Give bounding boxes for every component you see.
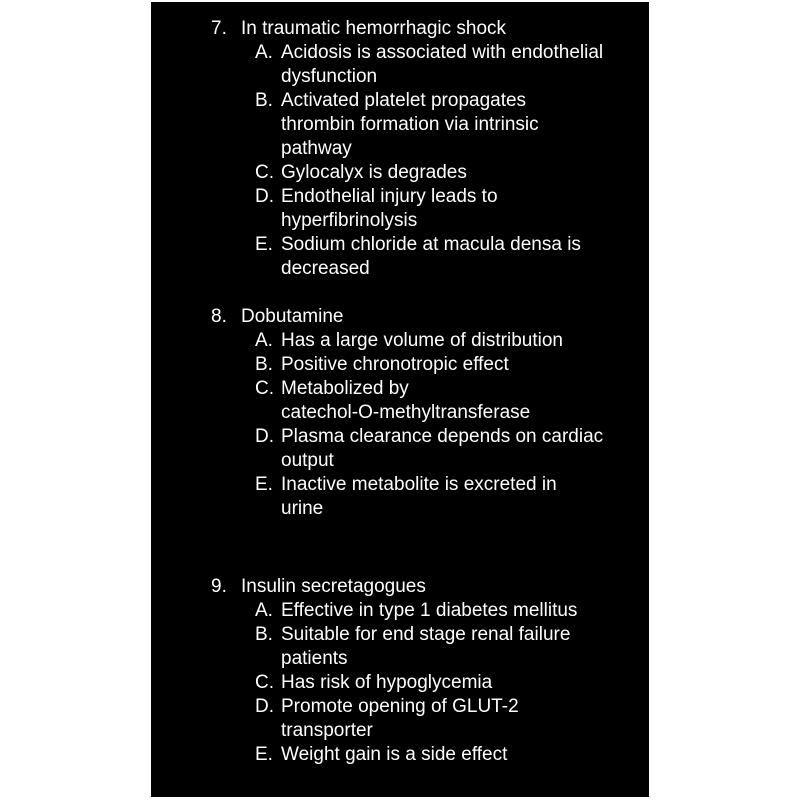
option-text-continuation: patients	[281, 648, 348, 669]
option-text: Promote opening of GLUT-2	[281, 696, 519, 717]
question-stem-line	[151, 305, 649, 329]
option-item	[151, 353, 649, 377]
option-text-continuation: hyperfibrinolysis	[281, 210, 418, 231]
option-item	[151, 695, 649, 743]
option-letter: B.	[255, 354, 273, 375]
option-text: Plasma clearance depends on cardiac	[281, 426, 604, 447]
option-letter: E.	[255, 474, 273, 495]
option-text: Has a large volume of distribution	[281, 330, 563, 351]
option-text: Activated platelet propagates	[281, 90, 527, 111]
option-letter: D.	[255, 186, 274, 207]
option-text: Positive chronotropic effect	[281, 354, 509, 375]
option-letter: D.	[255, 426, 274, 447]
option-first-line	[151, 353, 649, 377]
option-item	[151, 743, 649, 767]
option-text-continuation: thrombin formation via intrinsic	[281, 114, 539, 135]
option-letter: C.	[255, 162, 274, 183]
option-first-line	[151, 161, 649, 185]
option-item	[151, 89, 649, 161]
option-letter: C.	[255, 672, 274, 693]
question-text: Dobutamine	[241, 306, 344, 327]
question-number: 7.	[211, 18, 227, 39]
option-first-line	[151, 623, 649, 647]
option-first-line	[151, 329, 649, 353]
option-item	[151, 473, 649, 521]
option-text: Metabolized by	[281, 378, 409, 399]
option-text-continuation: urine	[281, 498, 324, 519]
option-item	[151, 329, 649, 353]
option-letter: B.	[255, 90, 273, 111]
question-text: In traumatic hemorrhagic shock	[241, 18, 507, 39]
document-page	[151, 2, 649, 797]
option-text-continuation: output	[281, 450, 334, 471]
option-text: Acidosis is associated with endothelial	[281, 42, 604, 63]
option-first-line	[151, 473, 649, 497]
option-first-line	[151, 185, 649, 209]
option-text-continuation: decreased	[281, 258, 370, 279]
option-letter: A.	[255, 600, 273, 621]
option-letter: B.	[255, 624, 273, 645]
option-item	[151, 377, 649, 425]
option-first-line	[151, 233, 649, 257]
option-first-line	[151, 89, 649, 113]
option-text: Weight gain is a side effect	[281, 744, 508, 765]
option-first-line	[151, 671, 649, 695]
option-text-continuation: transporter	[281, 720, 373, 741]
option-text: Has risk of hypoglycemia	[281, 672, 493, 693]
option-letter: A.	[255, 42, 273, 63]
option-text: Suitable for end stage renal failure	[281, 624, 571, 645]
question-item	[151, 575, 649, 767]
option-item	[151, 599, 649, 623]
option-text: Effective in type 1 diabetes mellitus	[281, 600, 578, 621]
option-first-line	[151, 41, 649, 65]
question-stem-line	[151, 17, 649, 41]
option-letter: A.	[255, 330, 273, 351]
option-item	[151, 41, 649, 89]
question-text: Insulin secretagogues	[241, 576, 426, 597]
option-text: Endothelial injury leads to	[281, 186, 498, 207]
option-item	[151, 671, 649, 695]
option-text-continuation: catechol-O-methyltransferase	[281, 402, 531, 423]
option-letter: E.	[255, 744, 273, 765]
option-letter: D.	[255, 696, 274, 717]
option-first-line	[151, 695, 649, 719]
option-first-line	[151, 743, 649, 767]
question-stem-line	[151, 575, 649, 599]
option-text: Inactive metabolite is excreted in	[281, 474, 557, 495]
option-first-line	[151, 425, 649, 449]
question-item	[151, 17, 649, 281]
option-item	[151, 185, 649, 233]
option-first-line	[151, 377, 649, 401]
question-item	[151, 305, 649, 521]
option-item	[151, 161, 649, 185]
option-text-continuation: pathway	[281, 138, 352, 159]
option-text-continuation: dysfunction	[281, 66, 378, 87]
question-number: 9.	[211, 576, 227, 597]
option-letter: E.	[255, 234, 273, 255]
option-text: Sodium chloride at macula densa is	[281, 234, 581, 255]
option-letter: C.	[255, 378, 274, 399]
option-first-line	[151, 599, 649, 623]
option-text: Gylocalyx is degrades	[281, 162, 467, 183]
option-item	[151, 233, 649, 281]
question-list	[151, 17, 649, 767]
question-number: 8.	[211, 306, 227, 327]
option-item	[151, 425, 649, 473]
option-item	[151, 623, 649, 671]
